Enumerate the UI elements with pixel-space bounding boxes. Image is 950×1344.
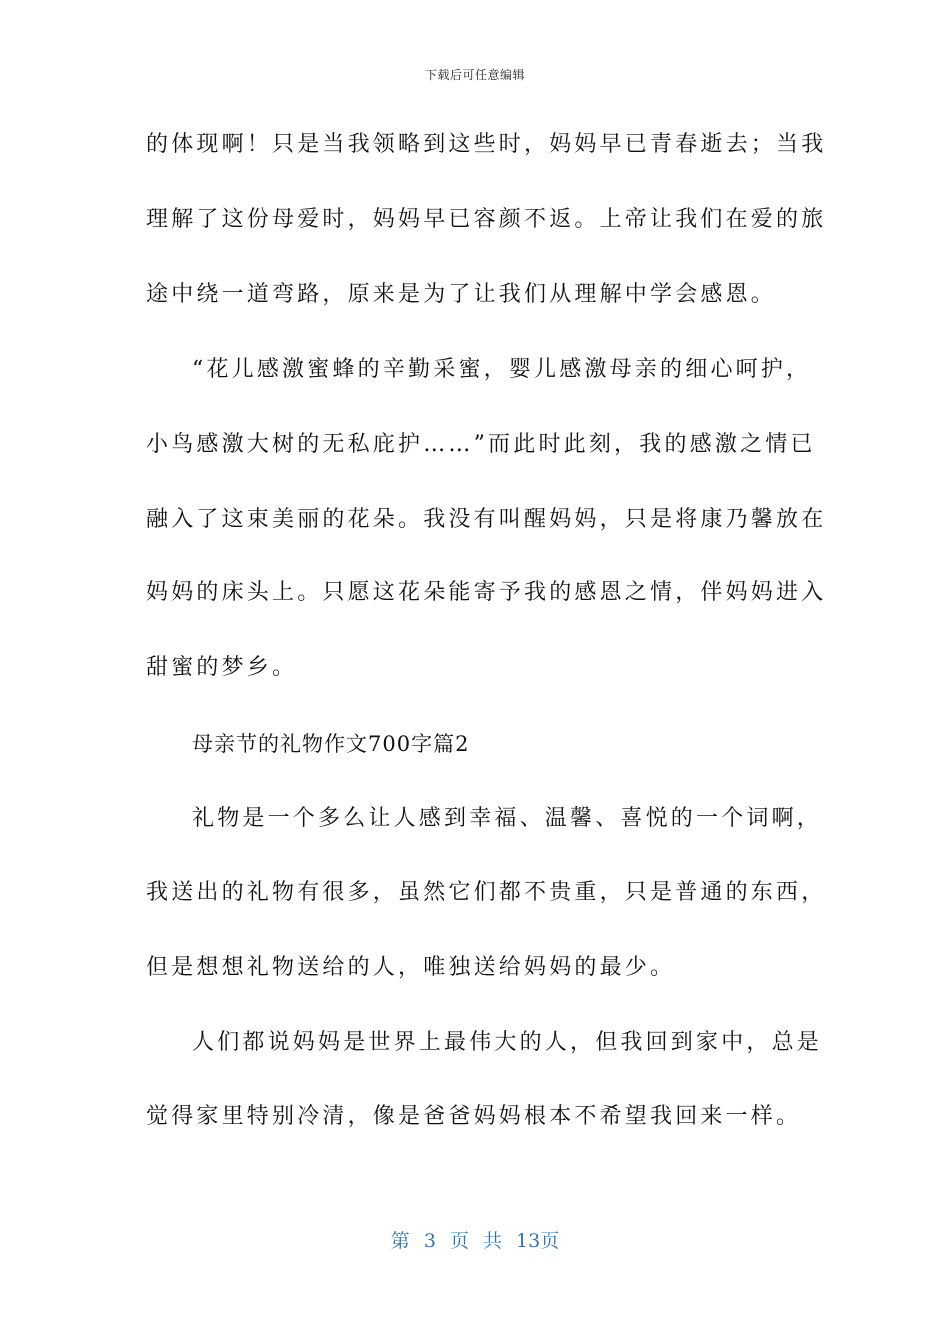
body-line: 小鸟感激大树的无私庇护……”而此时此刻，我的感激之情已	[146, 432, 816, 457]
page-number: 第 3 页 共 13页	[390, 1230, 560, 1252]
body-line: 甜蜜的梦乡。	[146, 655, 298, 680]
body-line: 但是想想礼物送给的人，唯独送给妈妈的最少。	[146, 955, 676, 980]
body-line: 礼物是一个多么让人感到幸福、温馨、喜悦的一个词啊，	[192, 806, 823, 831]
body-line: 人们都说妈妈是世界上最伟大的人，但我回到家中，总是	[192, 1030, 823, 1055]
body-line: 理解了这份母爱时，妈妈早已容颜不返。上帝让我们在爱的旅	[146, 207, 827, 232]
body-line: 我送出的礼物有很多，虽然它们都不贵重，只是普通的东西，	[146, 880, 827, 905]
body-line: “花儿感激蜜蜂的辛勤采蜜，婴儿感激母亲的细心呵护，	[192, 357, 812, 382]
body-line: 觉得家里特别冷清，像是爸爸妈妈根本不希望我回来一样。	[146, 1104, 802, 1129]
body-line: 融入了这束美丽的花朵。我没有叫醒妈妈，只是将康乃馨放在	[146, 507, 827, 532]
header-note: 下载后可任意编辑	[424, 68, 525, 82]
body-line: 妈妈的床头上。只愿这花朵能寄予我的感恩之情，伴妈妈进入	[146, 580, 827, 605]
body-line: 途中绕一道弯路，原来是为了让我们从理解中学会感恩。	[146, 282, 777, 307]
section-heading: 母亲节的礼物作文700字篇2	[192, 732, 470, 756]
body-line: 的体现啊！只是当我领略到这些时，妈妈早已青春逝去；当我	[146, 132, 827, 157]
